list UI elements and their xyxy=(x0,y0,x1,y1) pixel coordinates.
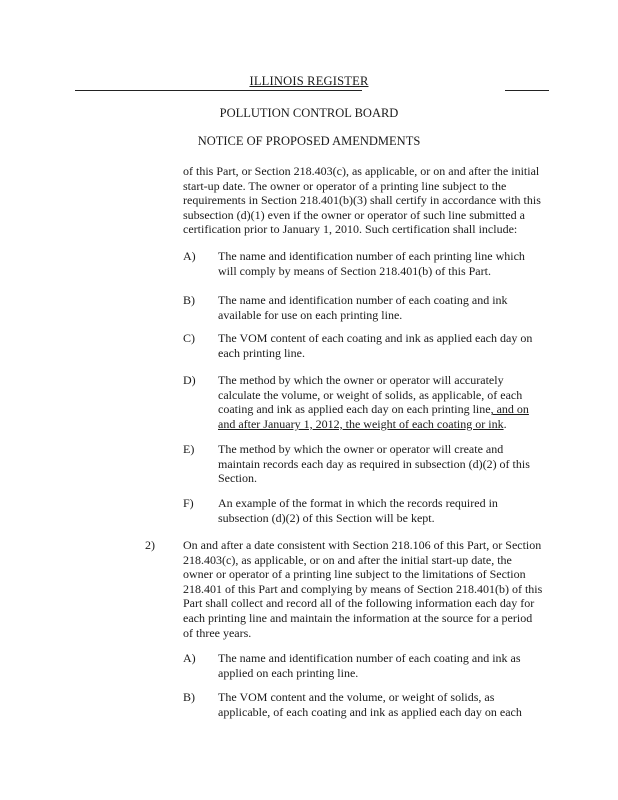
list1-item-c: The VOM content of each coating and ink as applied each day on each printing line. xyxy=(218,331,533,360)
list1-item-a: The name and identification number of each printing line which will comply by means of Section 218.401(b) of this Part. xyxy=(218,249,525,278)
list1-item-b: The name and identification number of each coating and ink available for use on each printing line. xyxy=(218,293,508,322)
list1-item-d-amendment: , and on and after January 1, 2012, the weight of each coating or ink xyxy=(218,402,529,431)
list2-item-a: The name and identification number of each coating and ink as applied on each printing line. xyxy=(218,651,521,680)
header-rule-left xyxy=(75,90,362,91)
list1-item-e: The method by which the owner or operator will create and maintain records each day as required in subsection (d)(2) of this Section. xyxy=(218,442,530,486)
list1-label-d: D) xyxy=(183,373,196,387)
list1-item-f: An example of the format in which the records required in subsection (d)(2) of this Section will be kept. xyxy=(218,496,498,525)
register-title xyxy=(0,74,618,89)
header-rule-right xyxy=(505,90,549,91)
register-title-text: ILLINOIS REGISTER xyxy=(249,74,369,88)
board-name: POLLUTION CONTROL BOARD xyxy=(219,106,399,120)
notice-title: NOTICE OF PROPOSED AMENDMENTS xyxy=(197,134,421,148)
intro-paragraph: of this Part, or Section 218.403(c), as applicable, or on and after the initial start-up date. The owner or operator of a printing line subject to the requirements in Section 218.401(b)(3) shall certify in accordance with this subsection (d)(1) even if the owner or operator of such line submitted a certification prior to January 1, 2010. Such certification shall include: xyxy=(183,164,541,237)
list1-item-d-text: The method by which the owner or operator will accurately calculate the volume, or weight of solids, as applicable, of each coating and ink as applied each day on each printing line xyxy=(218,373,523,417)
list1-label-e: E) xyxy=(183,442,195,456)
list1-label-f: F) xyxy=(183,496,194,510)
list2-label-b: B) xyxy=(183,690,195,704)
list1-label-a: A) xyxy=(183,249,196,263)
list1-item-d-tail: . xyxy=(503,416,507,431)
list2-label-a: A) xyxy=(183,651,196,665)
section2-label: 2) xyxy=(145,538,155,552)
list1-label-b: B) xyxy=(183,293,195,307)
list1-label-c: C) xyxy=(183,331,195,345)
list1-item-d xyxy=(218,373,543,431)
section2-paragraph: On and after a date consistent with Section 218.106 of this Part, or Section 218.403(c), as applicable, or on and after the initial start-up date, the owner or operator of a printing line subject to the limitations of Section 218.401 of this Part and complying by means of Section 218.401(b) of this Part shall collect and record all of the following information each day for each printing line and maintain the information at the source for a period of three years. xyxy=(183,538,543,640)
list2-item-b: The VOM content and the volume, or weight of solids, as applicable, of each coating and ink as applied each day on each xyxy=(218,690,522,719)
